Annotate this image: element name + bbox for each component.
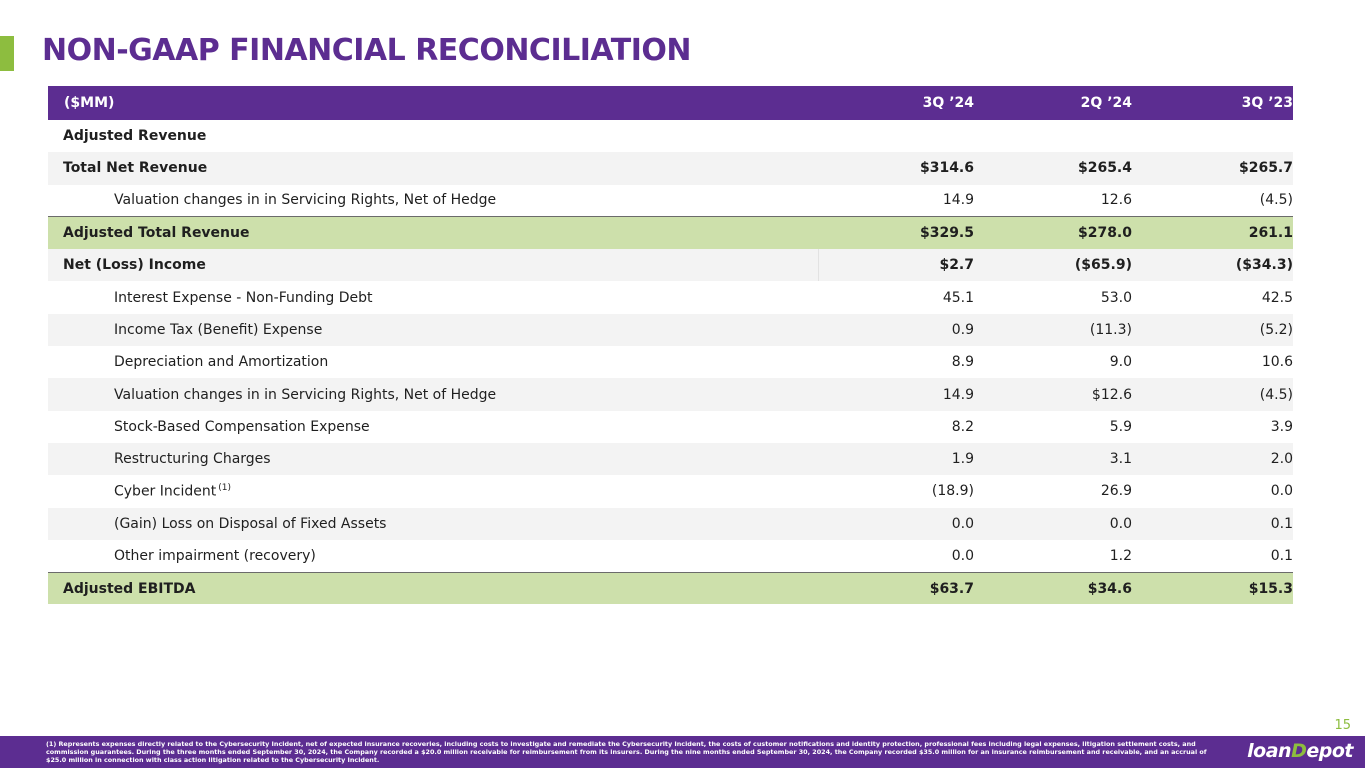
brand-logo [1247, 740, 1353, 762]
row-label: Income Tax (Benefit) Expense [48, 314, 818, 346]
table-header-row [48, 86, 1293, 120]
row-label: Valuation changes in in Servicing Rights, Net of Hedge [48, 378, 818, 410]
cell-3q23: $15.3 [1134, 572, 1293, 604]
cell-2q24: ($65.9) [976, 249, 1134, 281]
cell-3q24: 0.0 [818, 508, 976, 540]
page-title: NON-GAAP FINANCIAL RECONCILIATION [42, 33, 692, 68]
cell-3q23: 0.0 [1270, 483, 1293, 500]
row-label: Restructuring Charges [48, 443, 818, 475]
cell-3q23: 3.9 [1270, 418, 1293, 435]
cell-3q24: 45.1 [942, 289, 974, 306]
cell-2q24: 3.1 [976, 443, 1134, 475]
row-label: Total Net Revenue [48, 152, 818, 184]
table-row [48, 475, 1293, 507]
logo-text-left: loan [1247, 740, 1292, 762]
row-label: Adjusted Total Revenue [48, 217, 818, 249]
row-label: Depreciation and Amortization [114, 354, 329, 371]
cell-3q24: 0.0 [951, 547, 974, 564]
cell-2q24: $265.4 [976, 152, 1134, 184]
table-row [48, 378, 1293, 410]
cell-3q23: 2.0 [1134, 443, 1293, 475]
cell-3q24: 14.9 [942, 192, 974, 209]
cell-3q24: 8.9 [951, 354, 974, 371]
table-row-subtotal [48, 217, 1293, 249]
cell-3q23: (5.2) [1134, 314, 1293, 346]
table-row [48, 443, 1293, 475]
cell-2q24: 5.9 [1109, 418, 1132, 435]
table-row [48, 120, 1293, 152]
cell-3q24: (18.9) [931, 483, 974, 500]
row-label: Net (Loss) Income [48, 249, 818, 281]
row-label: Interest Expense - Non-Funding Debt [114, 289, 373, 306]
table-row [48, 152, 1293, 184]
cell-3q23: $265.7 [1134, 152, 1293, 184]
cell-3q23 [1134, 120, 1293, 152]
cell-2q24: $12.6 [976, 378, 1134, 410]
cell-3q23: 0.1 [1270, 547, 1293, 564]
page-number: 15 [1334, 718, 1351, 733]
cell-3q24: $63.7 [818, 572, 976, 604]
table-row [48, 314, 1293, 346]
row-label: Other impairment (recovery) [114, 547, 316, 564]
table-row [48, 249, 1293, 281]
cell-3q24: $314.6 [818, 152, 976, 184]
table-row [48, 540, 1293, 572]
cell-3q24: $2.7 [818, 249, 976, 281]
table-row [48, 508, 1293, 540]
cell-3q23: 0.1 [1134, 508, 1293, 540]
reconciliation-table [48, 86, 1293, 604]
header-3q23: 3Q ’23 [1134, 86, 1293, 120]
header-2q24: 2Q ’24 [976, 86, 1134, 120]
table-row-total [48, 572, 1293, 604]
cell-2q24: 0.0 [976, 508, 1134, 540]
cell-2q24: (11.3) [976, 314, 1134, 346]
cell-3q24: $329.5 [818, 217, 976, 249]
cell-2q24 [976, 120, 1134, 152]
cell-2q24: 9.0 [1109, 354, 1132, 371]
table-row [48, 346, 1293, 378]
logo-text-right: epot [1306, 740, 1353, 762]
cell-3q23: (4.5) [1259, 192, 1293, 209]
cell-2q24: 12.6 [1100, 192, 1132, 209]
row-label: Adjusted Revenue [63, 128, 207, 145]
table-row [48, 281, 1293, 313]
row-label: Adjusted EBITDA [48, 572, 818, 604]
cell-3q24: 1.9 [818, 443, 976, 475]
cell-3q24: 8.2 [951, 418, 974, 435]
row-label: (Gain) Loss on Disposal of Fixed Assets [48, 508, 818, 540]
row-label: Cyber Incident [114, 483, 217, 500]
cell-3q24 [818, 120, 976, 152]
footnote-text: (1) Represents expenses directly related to the Cybersecurity Incident, net of expected insurance recoveries, including costs to investigate and remediate the Cybersecurity Incident, the costs of customer notifications and identity protection, professional fees including legal expenses, litigation settlement costs, and commission guarantees. During the three months ended September 30, 2024, the Company recorded a $20.0 million receivable for reimbursement from its insurers. During the nine months ended September 30, 2024, the Company recorded $35.0 million for an insurance reimbursement and receivable, and an accrual of $25.0 million in connection with class action litigation related to the Cybersecurity Incident. [46, 740, 1207, 764]
table-row [48, 185, 1293, 217]
cell-2q24: 53.0 [1100, 289, 1132, 306]
cell-2q24: $278.0 [976, 217, 1134, 249]
header-3q24: 3Q ’24 [818, 86, 976, 120]
row-label: Valuation changes in in Servicing Rights, Net of Hedge [114, 192, 497, 209]
title-accent-bar [0, 36, 14, 71]
cell-3q24: 0.9 [818, 314, 976, 346]
cell-2q24: $34.6 [976, 572, 1134, 604]
footnote-marker: (1) [218, 483, 231, 494]
cell-3q23: 42.5 [1261, 289, 1293, 306]
cell-2q24: 26.9 [1100, 483, 1132, 500]
row-label-with-footnote [48, 475, 818, 507]
cell-3q23: ($34.3) [1134, 249, 1293, 281]
cell-3q23: (4.5) [1134, 378, 1293, 410]
row-label: Stock-Based Compensation Expense [114, 418, 370, 435]
cell-2q24: 1.2 [1109, 547, 1132, 564]
cell-3q24: 14.9 [818, 378, 976, 410]
cell-3q23: 10.6 [1261, 354, 1293, 371]
table-row [48, 411, 1293, 443]
header-units: ($MM) [48, 86, 818, 120]
cell-3q23: 261.1 [1134, 217, 1293, 249]
logo-d-mark: D [1291, 740, 1307, 762]
